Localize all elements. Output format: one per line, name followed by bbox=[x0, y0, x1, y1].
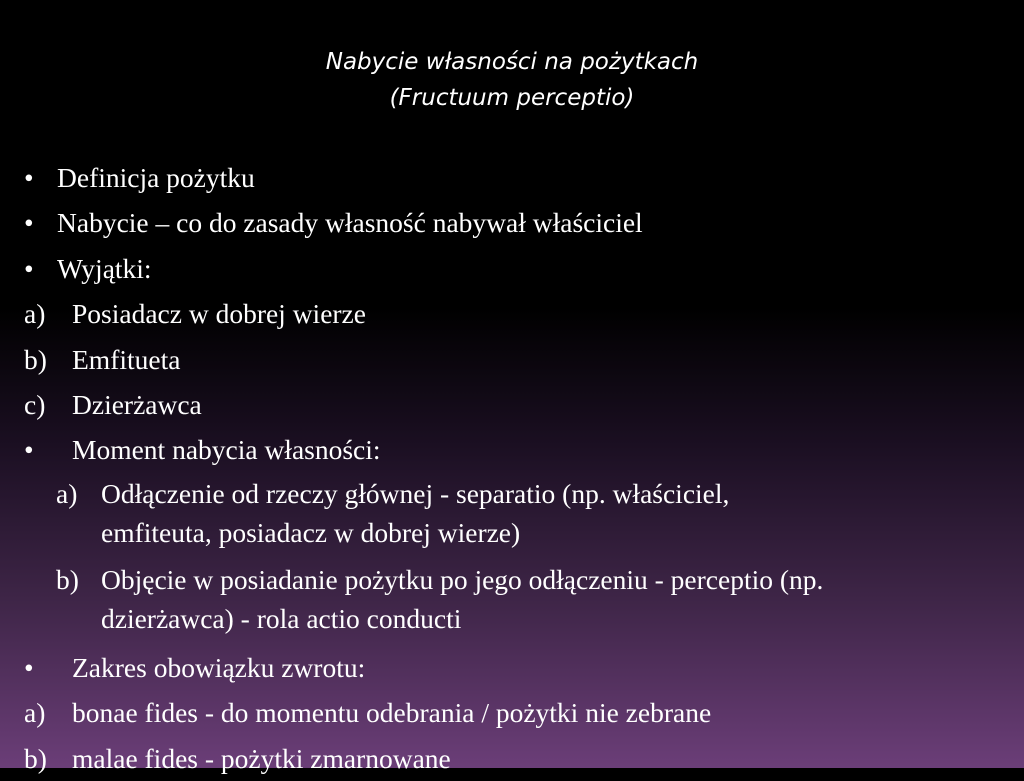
slide-content bbox=[24, 155, 1014, 781]
list-item bbox=[24, 155, 1014, 200]
letter-marker: b) bbox=[56, 563, 79, 595]
list-item-text: Posiadacz w dobrej wierze bbox=[72, 298, 366, 330]
list-item-text: Odłączenie od rzeczy głównej - separatio (np. właściciel, bbox=[101, 477, 730, 509]
sub-list-item bbox=[24, 473, 1014, 515]
bullet-marker: • bbox=[24, 252, 34, 284]
list-item bbox=[24, 382, 1014, 427]
letter-marker: b) bbox=[24, 343, 47, 375]
list-item bbox=[24, 337, 1014, 382]
list-item-text: emfiteuta, posiadacz w dobrej wierze) bbox=[101, 516, 521, 548]
bullet-marker: • bbox=[24, 162, 34, 193]
bullet-marker: • bbox=[24, 434, 34, 466]
sub-list-item bbox=[24, 559, 1014, 601]
list-item-text: Nabycie – co do zasady własność nabywał właściciel bbox=[57, 207, 643, 239]
letter-marker: a) bbox=[24, 298, 46, 330]
list-item-text: Moment nabycia własności: bbox=[72, 434, 381, 466]
slide-title bbox=[0, 44, 1024, 116]
list-item bbox=[24, 736, 1014, 781]
list-item-text: dzierżawca) - rola actio conducti bbox=[101, 602, 462, 634]
list-item bbox=[24, 200, 1014, 245]
list-item-text: bonae fides - do momentu odebrania / pożytki nie zebrane bbox=[72, 697, 712, 729]
list-item bbox=[24, 645, 1014, 690]
list-item bbox=[24, 427, 1014, 472]
title-line-2: (Fructuum perceptio) bbox=[389, 85, 635, 111]
sub-list-item-continuation bbox=[24, 601, 1014, 645]
title-line-1: Nabycie własności na pożytkach bbox=[325, 49, 699, 75]
letter-marker: a) bbox=[24, 697, 46, 729]
bullet-marker: • bbox=[24, 651, 34, 683]
list-item-text: Objęcie w posiadanie pożytku po jego odłączeniu - perceptio (np. bbox=[101, 563, 824, 595]
list-item-text: Emfitueta bbox=[72, 343, 181, 375]
list-item-text: Wyjątki: bbox=[57, 252, 152, 284]
letter-marker: c) bbox=[24, 388, 46, 420]
list-item bbox=[24, 246, 1014, 291]
sub-list-item-continuation bbox=[24, 515, 1014, 559]
list-item-text: malae fides - pożytki zmarnowane bbox=[72, 742, 451, 774]
letter-marker: b) bbox=[24, 742, 47, 774]
list-item-text: Dzierżawca bbox=[72, 388, 202, 420]
list-item bbox=[24, 291, 1014, 336]
list-item-text: Definicja pożytku bbox=[57, 162, 255, 193]
list-item bbox=[24, 690, 1014, 735]
letter-marker: a) bbox=[56, 477, 78, 509]
bullet-marker: • bbox=[24, 207, 34, 239]
list-item-text: Zakres obowiązku zwrotu: bbox=[72, 651, 366, 683]
